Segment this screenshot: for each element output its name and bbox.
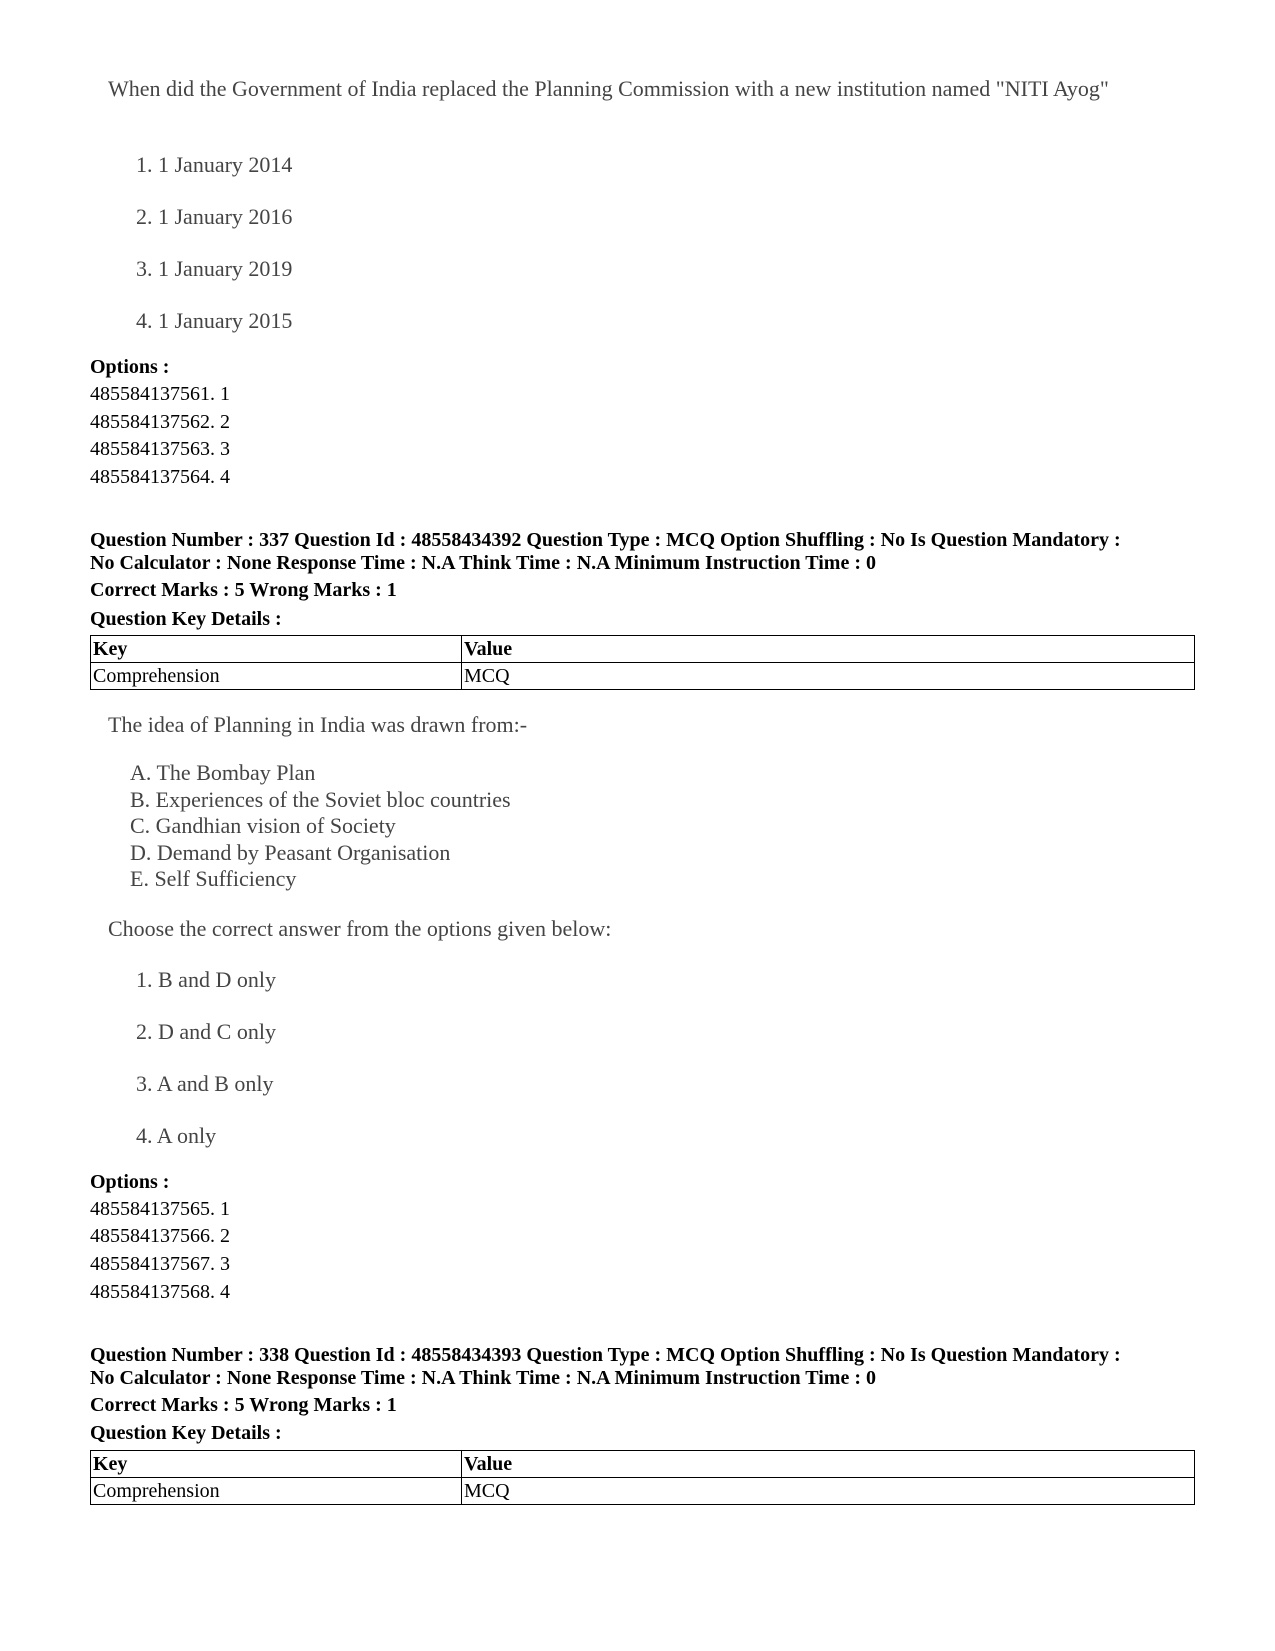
statement-item: C. Gandhian vision of Society xyxy=(130,813,396,838)
question-text: When did the Government of India replaced the Planning Commission with a new institution named "NITI Ayog" xyxy=(108,76,1109,101)
option-id: 485584137564. 4 xyxy=(90,466,230,488)
choice-item: 2. 1 January 2016 xyxy=(136,204,293,229)
table-cell: MCQ xyxy=(462,663,1195,690)
table-cell: Comprehension xyxy=(91,663,462,690)
instruction-text: Choose the correct answer from the options given below: xyxy=(108,916,612,941)
table-header-row xyxy=(91,636,1195,663)
key-details-table xyxy=(90,1450,1195,1505)
choice-item: 4. A only xyxy=(136,1123,217,1148)
key-details-label: Question Key Details : xyxy=(90,608,282,630)
choice-item: 3. A and B only xyxy=(136,1071,274,1096)
table-row xyxy=(91,663,1195,690)
question-meta: Question Number : 337 Question Id : 48558434392 Question Type : MCQ Option Shuffling : No Is Question Mandatory : xyxy=(90,529,1121,551)
question-text: The idea of Planning in India was drawn from:- xyxy=(108,712,528,737)
table-header-row xyxy=(91,1451,1195,1478)
option-id: 485584137561. 1 xyxy=(90,383,230,405)
marks-info: Correct Marks : 5 Wrong Marks : 1 xyxy=(90,579,397,601)
option-id: 485584137566. 2 xyxy=(90,1225,230,1247)
option-id: 485584137565. 1 xyxy=(90,1198,230,1220)
key-details-label: Question Key Details : xyxy=(90,1422,282,1444)
table-row xyxy=(91,1478,1195,1505)
choice-item: 4. 1 January 2015 xyxy=(136,308,293,333)
statement-item: B. Experiences of the Soviet bloc countries xyxy=(130,787,511,812)
options-label: Options : xyxy=(90,1171,170,1193)
choice-item: 1. B and D only xyxy=(136,967,276,992)
table-header-cell: Value xyxy=(462,636,1195,663)
table-cell: Comprehension xyxy=(91,1478,462,1505)
question-meta: Question Number : 338 Question Id : 48558434393 Question Type : MCQ Option Shuffling : No Is Question Mandatory : xyxy=(90,1344,1121,1366)
marks-info: Correct Marks : 5 Wrong Marks : 1 xyxy=(90,1394,397,1416)
statement-item: A. The Bombay Plan xyxy=(130,760,316,785)
statement-item: D. Demand by Peasant Organisation xyxy=(130,840,451,865)
statement-item: E. Self Sufficiency xyxy=(130,866,297,891)
table-header-cell: Key xyxy=(91,636,462,663)
option-id: 485584137568. 4 xyxy=(90,1281,230,1303)
options-label: Options : xyxy=(90,356,170,378)
choice-item: 3. 1 January 2019 xyxy=(136,256,293,281)
choice-item: 1. 1 January 2014 xyxy=(136,152,293,177)
option-id: 485584137567. 3 xyxy=(90,1253,230,1275)
option-id: 485584137563. 3 xyxy=(90,438,230,460)
table-cell: MCQ xyxy=(462,1478,1195,1505)
table-header-cell: Key xyxy=(91,1451,462,1478)
question-meta: No Calculator : None Response Time : N.A Think Time : N.A Minimum Instruction Time : 0 xyxy=(90,552,876,574)
option-id: 485584137562. 2 xyxy=(90,411,230,433)
question-meta: No Calculator : None Response Time : N.A Think Time : N.A Minimum Instruction Time : 0 xyxy=(90,1367,876,1389)
table-header-cell: Value xyxy=(462,1451,1195,1478)
key-details-table xyxy=(90,635,1195,690)
choice-item: 2. D and C only xyxy=(136,1019,276,1044)
